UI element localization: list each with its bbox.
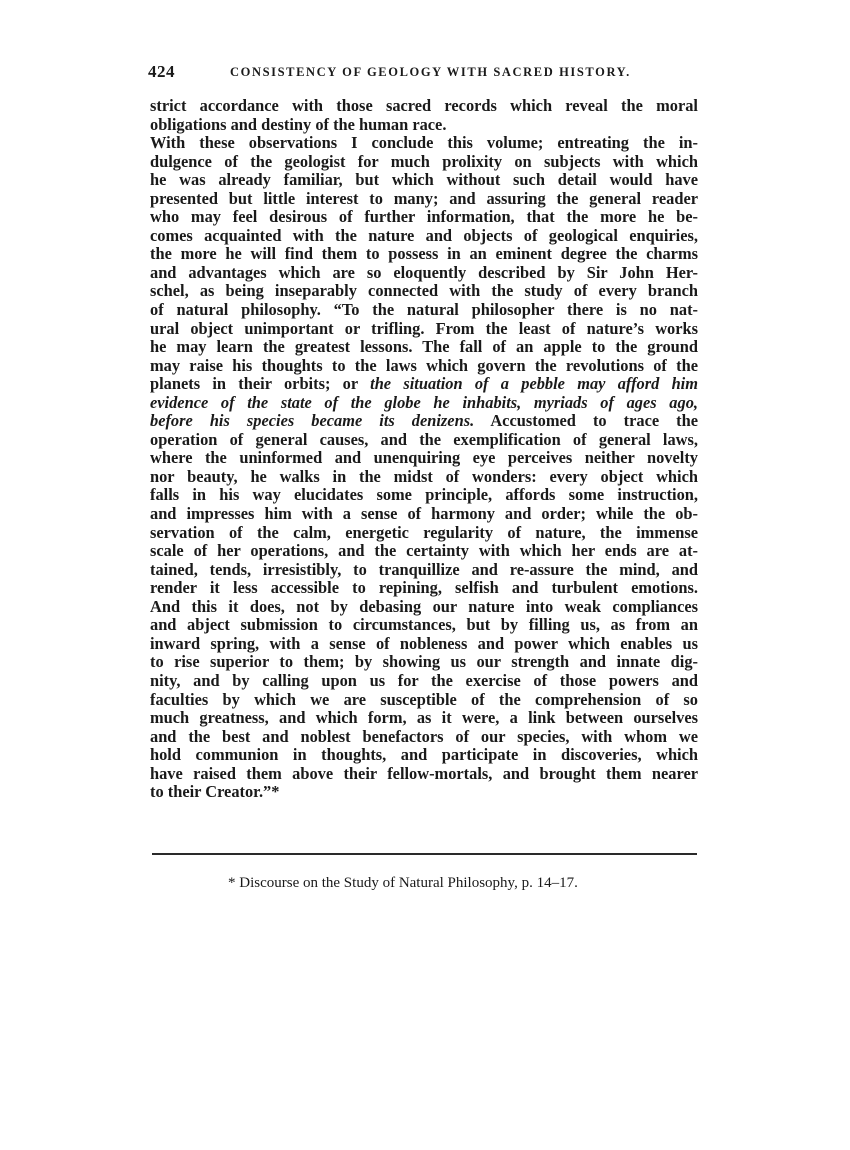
text-line: and impresses him with a sense of harmony and order; while the ob- <box>150 504 698 524</box>
text-line: to rise superior to them; by showing us our strength and innate dig- <box>150 652 698 672</box>
text-line: may raise his thoughts to the laws which govern the revolutions of the <box>150 355 698 375</box>
text-line: where the uninformed and unenquiring eye perceives neither novelty <box>150 448 698 468</box>
footnote: * Discourse on the Study of Natural Philosophy, p. 14–17. <box>228 875 578 891</box>
text-line: and the best and noblest benefactors of our species, with whom we <box>150 726 698 746</box>
footnote-rule <box>152 853 697 855</box>
text-line: ural object unimportant or trifling. From the least of nature’s works <box>150 318 698 338</box>
text-line: have raised them above their fellow-mortals, and brought them nearer <box>150 763 698 783</box>
text-line: and abject submission to circumstances, but by filling us, as from an <box>150 615 698 635</box>
text-line: the more he will find them to possess in an eminent degree the charms <box>150 244 698 264</box>
text-line: he may learn the greatest lessons. The fall of an apple to the ground <box>150 337 698 357</box>
text-line: comes acquainted with the nature and objects of geological enquiries, <box>150 225 698 245</box>
text-line: schel, as being inseparably connected with the study of every branch <box>150 281 698 301</box>
text-run: planets in their orbits; or <box>150 374 358 394</box>
text-line: dulgence of the geologist for much prolixity on subjects with which <box>150 151 698 171</box>
text-line: of natural philosophy. “To the natural philosopher there is no nat- <box>150 300 698 320</box>
body-text <box>150 97 698 802</box>
text-line <box>150 394 698 413</box>
italic-quote: evidence of the state of the globe he inhabits, myriads of ages ago, <box>150 392 698 412</box>
text-line: nor beauty, he walks in the midst of wonders: every object which <box>150 466 698 486</box>
text-line: strict accordance with those sacred records which reveal the moral <box>150 96 698 115</box>
text-line: and advantages which are so eloquently described by Sir John Her- <box>150 262 698 282</box>
text-line: faculties by which we are susceptible of the comprehension of so <box>150 689 698 709</box>
text-line: scale of her operations, and the certainty with which her ends are at- <box>150 541 698 561</box>
text-line: much greatness, and which form, as it were, a link between ourselves <box>150 708 698 728</box>
text-line: tained, tends, irresistibly, to tranquillize and re-assure the mind, and <box>150 559 698 579</box>
text-line: who may feel desirous of further information, that the more he be- <box>150 207 698 227</box>
text-line: presented but little interest to many; and assuring the general reader <box>150 188 698 208</box>
text-line: to their Creator.”* <box>150 782 280 802</box>
text-run: Accustomed to trace the <box>490 411 698 431</box>
running-head <box>148 62 700 84</box>
text-line: hold communion in thoughts, and participate in discoveries, which <box>150 745 698 765</box>
text-line: nity, and by calling upon us for the exercise of those powers and <box>150 670 698 690</box>
text-line: operation of general causes, and the exemplification of general laws, <box>150 429 698 449</box>
italic-quote: before his species became its denizens. <box>150 411 475 431</box>
text-line: he was already familiar, but which without such detail would have <box>150 170 698 190</box>
italic-quote: the situation of a pebble may afford him <box>370 374 698 394</box>
text-line: With these observations I conclude this volume; entreating the in- <box>150 133 698 153</box>
text-line: servation of the calm, energetic regularity of nature, the immense <box>150 522 698 542</box>
running-title: CONSISTENCY OF GEOLOGY WITH SACRED HISTORY. <box>230 65 631 79</box>
text-line: render it less accessible to repining, selfish and turbulent emotions. <box>150 578 698 598</box>
page-number: 424 <box>148 62 175 81</box>
text-line <box>150 412 698 431</box>
text-line: falls in his way elucidates some principle, affords some instruction, <box>150 485 698 505</box>
text-line: inward spring, with a sense of nobleness and power which enables us <box>150 633 698 653</box>
text-line: And this it does, not by debasing our nature into weak compliances <box>150 596 698 616</box>
text-line: obligations and destiny of the human race. <box>150 114 447 134</box>
text-line <box>150 375 698 394</box>
